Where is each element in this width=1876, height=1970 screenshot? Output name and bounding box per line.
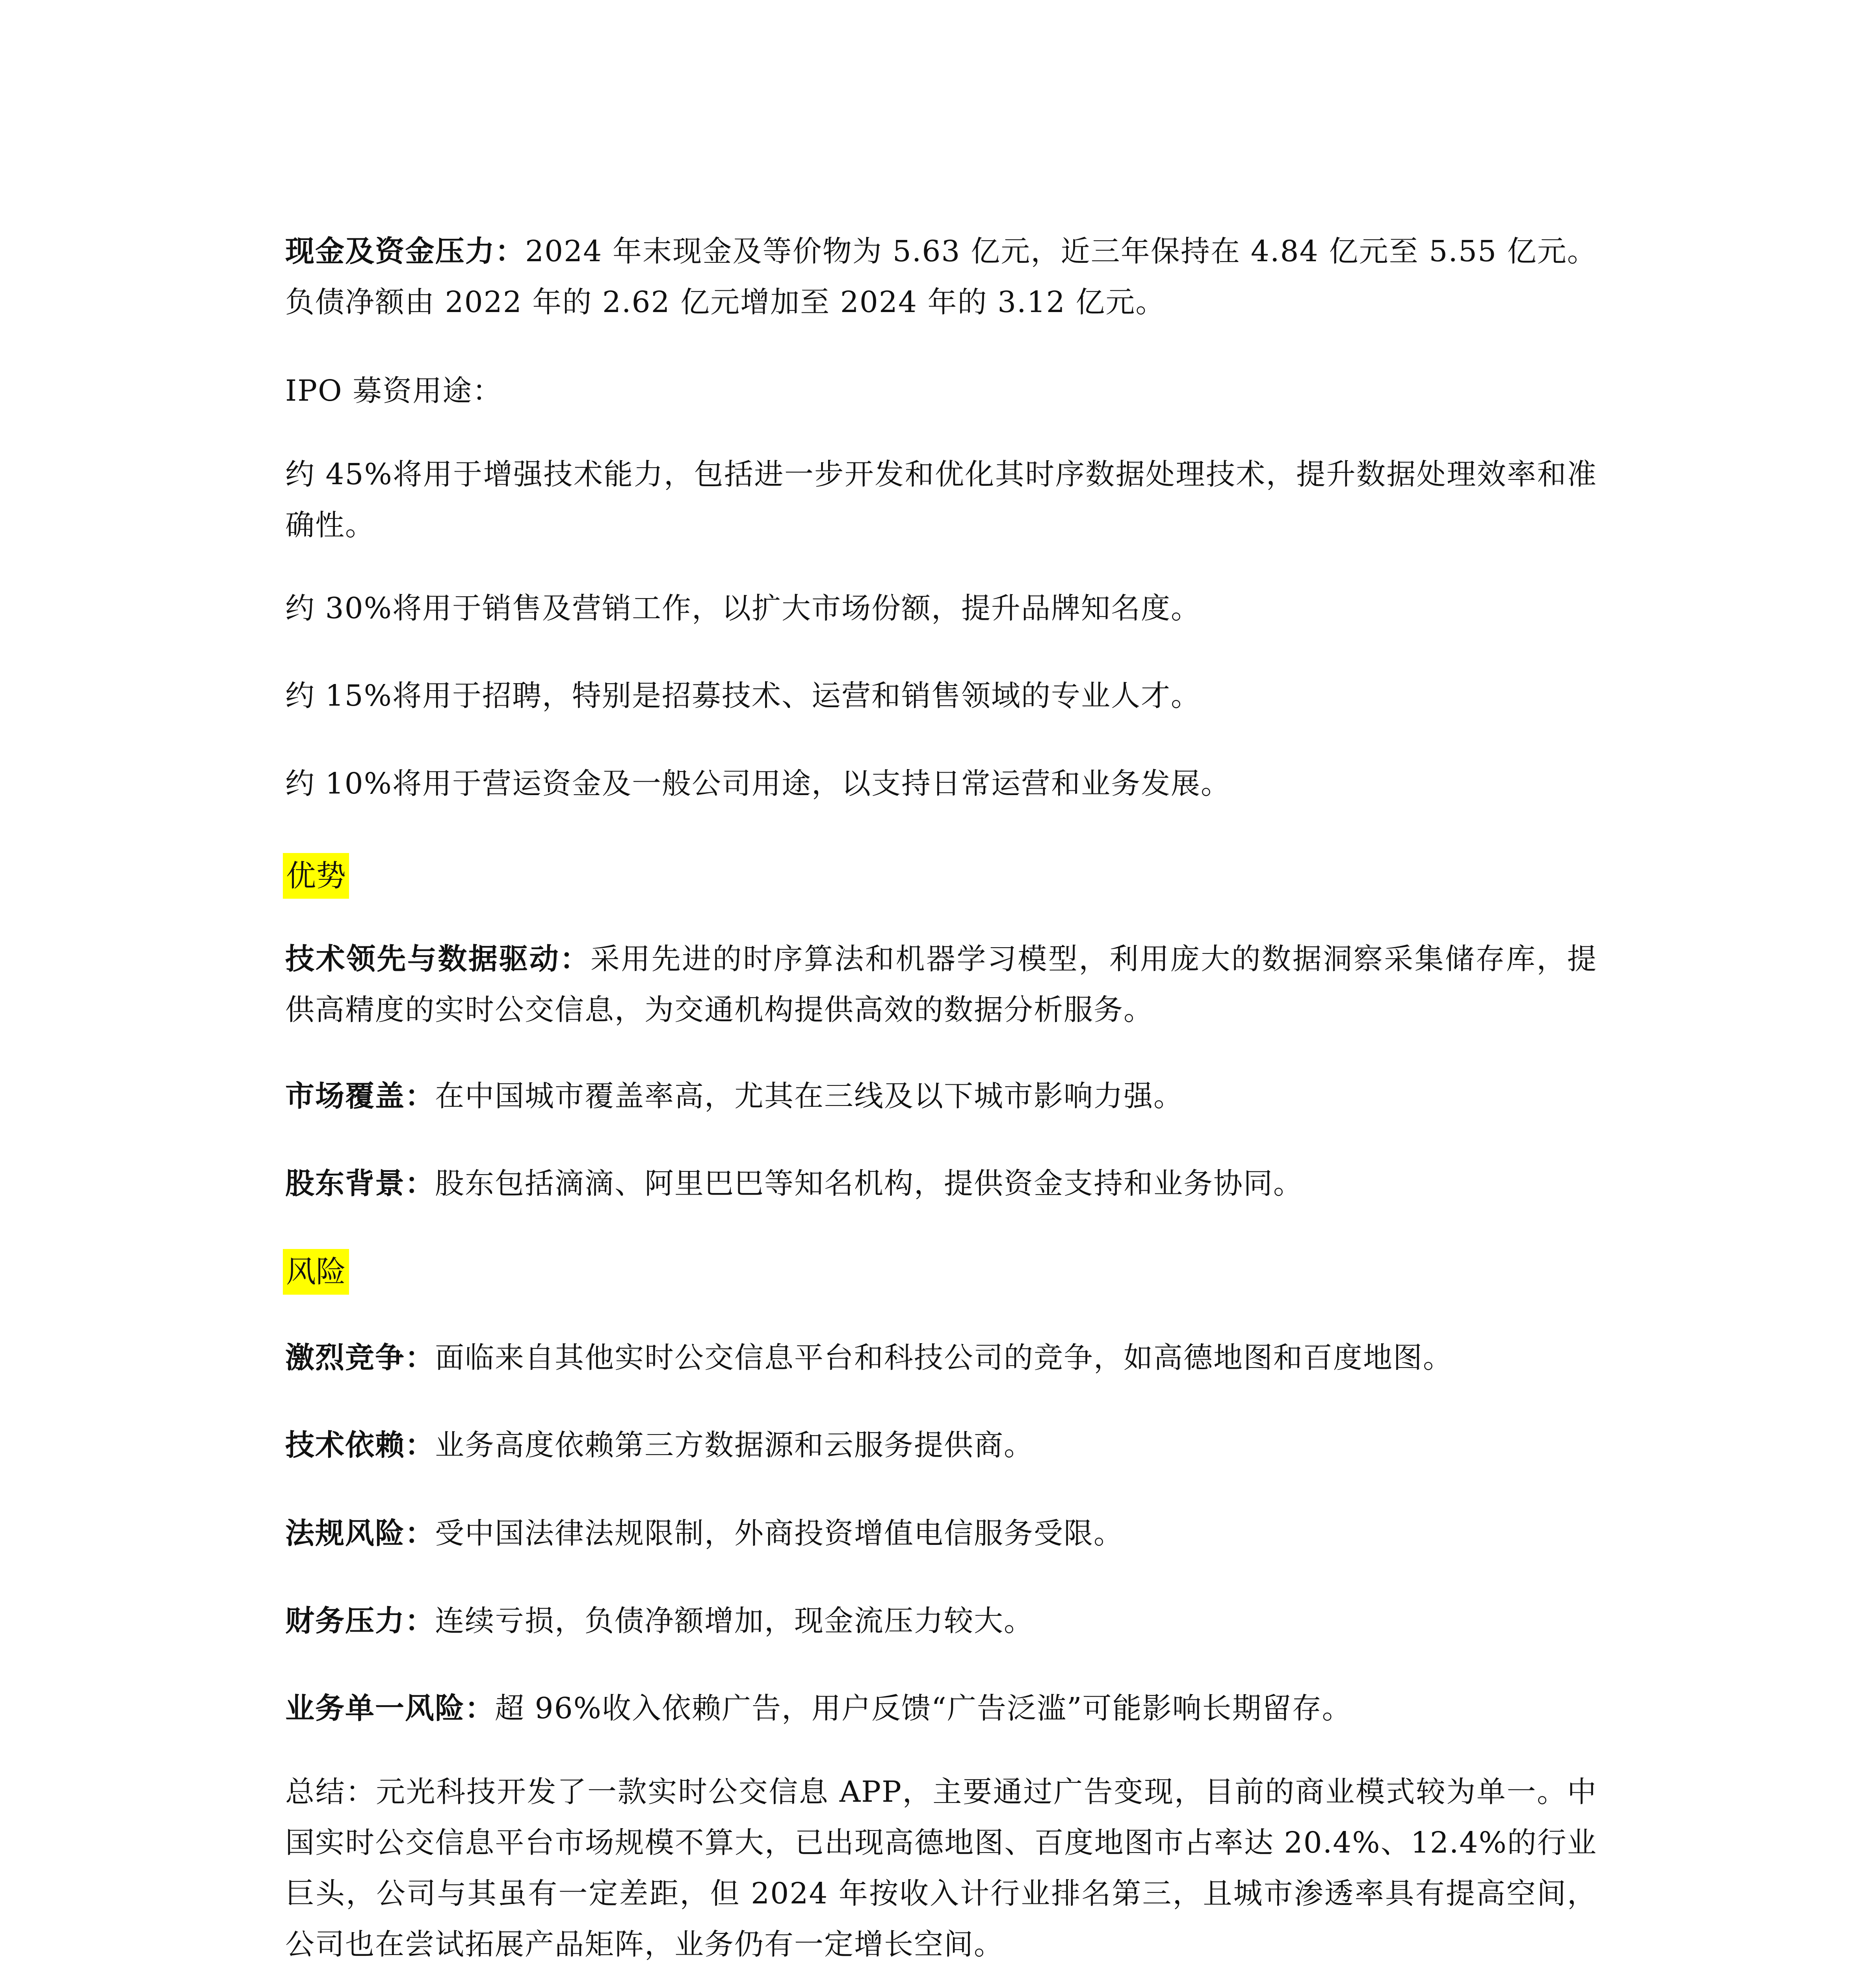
risk-item <box>285 1508 1597 1559</box>
advantage-item <box>285 934 1597 1035</box>
risk-text: 连续亏损，负债净额增加，现金流压力较大。 <box>435 1604 1034 1638</box>
advantage-label: 市场覆盖： <box>285 1079 435 1113</box>
advantage-text: 股东包括滴滴、阿里巴巴等知名机构，提供资金支持和业务协同。 <box>435 1167 1303 1201</box>
section-heading-risks: 风险 <box>283 1249 349 1295</box>
paragraph-label: 现金及资金压力： <box>285 234 525 268</box>
risk-item <box>285 1333 1597 1383</box>
risk-label: 业务单一风险： <box>285 1691 495 1725</box>
summary-paragraph: 总结：元光科技开发了一款实时公交信息 APP，主要通过广告变现，目前的商业模式较为单一。中国实时公交信息平台市场规模不算大，已出现高德地图、百度地图市占率达 20.4%、12.4%的行业巨头，公司与其虽有一定差距，但 2024 年按收入计行业排名第三，且城市渗透率具有提高空间，公司也在尝试拓展产品矩阵，业务仍有一定增长空间。 <box>285 1775 1597 1961</box>
advantage-item <box>285 1158 1597 1209</box>
risk-text: 受中国法律法规限制，外商投资增值电信服务受限。 <box>435 1517 1124 1550</box>
advantage-text: 采用先进的时序算法和机器学习模型，利用庞大的数据洞察采集储存库，提供高精度的实时公交信息，为交通机构提供高效的数据分析服务。 <box>285 942 1597 1027</box>
paragraph-text: 约 45%将用于增强技术能力，包括进一步开发和优化其时序数据处理技术，提升数据处理效率和准确性。 <box>285 457 1597 542</box>
risk-text: 面临来自其他实时公交信息平台和科技公司的竞争，如高德地图和百度地图。 <box>435 1341 1453 1375</box>
section-heading-advantages: 优势 <box>283 853 349 899</box>
risk-label: 激烈竞争： <box>285 1341 435 1375</box>
risk-item <box>285 1420 1597 1471</box>
advantage-text: 在中国城市覆盖率高，尤其在三线及以下城市影响力强。 <box>435 1079 1183 1113</box>
risk-label: 技术依赖： <box>285 1428 435 1462</box>
risk-item <box>285 1596 1597 1647</box>
paragraph-ipo-use <box>285 366 1597 416</box>
risk-label: 法规风险： <box>285 1517 435 1550</box>
paragraph-text: 约 15%将用于招聘，特别是招募技术、运营和销售领域的专业人才。 <box>285 679 1201 713</box>
paragraph-text: 2024 年末现金及等价物为 5.63 亿元，近三年保持在 4.84 亿元至 5.55 亿元。负债净额由 2022 年的 2.62 亿元增加至 2024 年的 3.12 亿元。 <box>285 234 1597 319</box>
paragraph-use-45 <box>285 449 1597 551</box>
advantage-label: 技术领先与数据驱动： <box>285 942 591 976</box>
paragraph-text: IPO 募资用途： <box>285 374 503 408</box>
paragraph-use-10 <box>285 758 1597 809</box>
risk-text: 业务高度依赖第三方数据源和云服务提供商。 <box>435 1428 1034 1462</box>
advantage-item <box>285 1071 1597 1122</box>
risk-item <box>285 1683 1597 1734</box>
paragraph-text: 约 10%将用于营运资金及一般公司用途，以支持日常运营和业务发展。 <box>285 767 1231 801</box>
paragraph-cash-pressure <box>285 226 1597 328</box>
paragraph-use-30 <box>285 583 1597 634</box>
advantage-label: 股东背景： <box>285 1167 435 1201</box>
paragraph-use-15 <box>285 671 1597 721</box>
paragraph-text: 约 30%将用于销售及营销工作，以扩大市场份额，提升品牌知名度。 <box>285 591 1201 625</box>
risk-text: 超 96%收入依赖广告，用户反馈“广告泛滥”可能影响长期留存。 <box>495 1691 1352 1725</box>
risk-label: 财务压力： <box>285 1604 435 1638</box>
